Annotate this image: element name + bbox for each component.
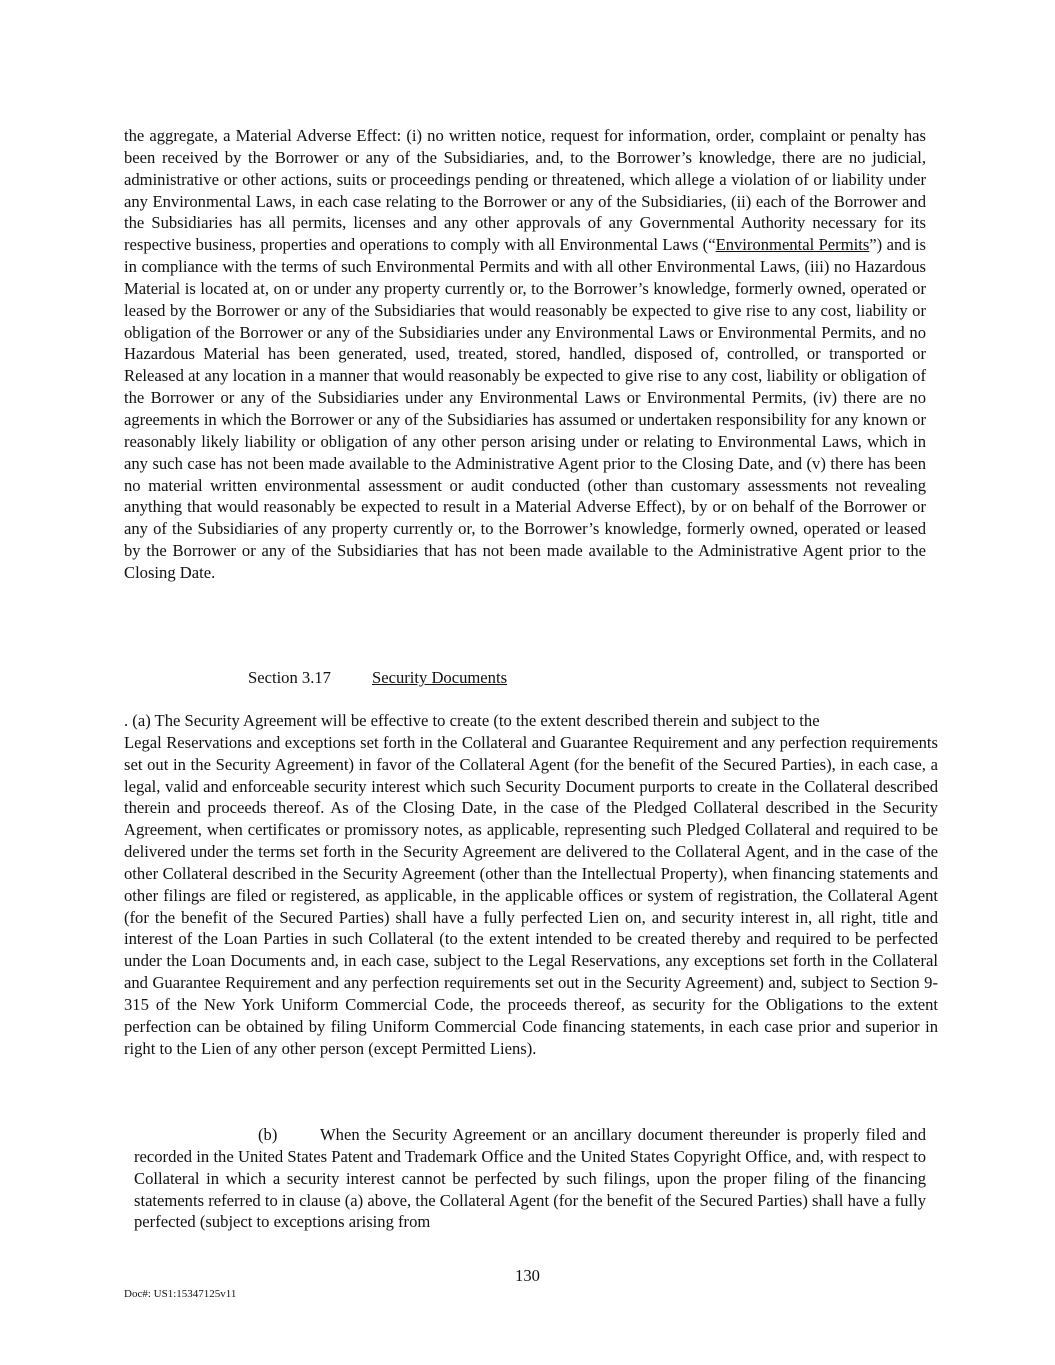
clause-label-b: (b) [258,1125,278,1144]
paragraph-security-a-lead: . (a) The Security Agreement will be effective to create (to the extent described therein and subject to the [124,711,820,730]
paragraph-environmental-pre: the aggregate, a Material Adverse Effect: (i) no written notice, request for information, order, complaint or penalty has been received by the Borrower or any of the Subsidiaries, and, to the Borrower’s knowledge, there are no judicial, administrative or other actions, suits or proceedings pending or threatened, which allege a violation of or liability under any Environmental Laws, in each case relating to the Borrower or any of the Subsidiaries, (ii) each of the Borrower and the Subsidiaries has all permits, licenses and any other approvals of any Governmental Authority necessary for its respective business, properties and operations to comply with all Environmental Laws (“ [124,126,926,255]
paragraph-environmental-post: ”) and is in compliance with the terms of such Environmental Permits and with all other Environmental Laws, (iii) no Hazardous Material is located at, on or under any property currently or, to the Borrower’s knowledge, formerly owned, operated or leased by the Borrower or any of the Subsidiaries that would reasonably be expected to give rise to any cost, liability or obligation of the Borrower or any of the Subsidiaries under any Environmental Laws or Environmental Permits, and no Hazardous Material has been generated, used, treated, stored, handled, disposed of, controlled, or transported or Released at any location in a manner that would reasonably be expected to give rise to any cost, liability or obligation of the Borrower or any of the Subsidiaries under any Environmental Laws or Environmental Permits, (iv) there are no agreements in which the Borrower or any of the Subsidiaries has assumed or undertaken responsibility for any known or reasonably likely liability or obligation of any other person arising under or relating to Environmental Laws, which in any such case has not been made available to the Administrative Agent prior to the Closing Date, and (v) there has been no material written environmental assessment or audit conducted (other than customary assessments not revealing anything that would reasonably be expected to result in a Material Adverse Effect), by or on behalf of the Borrower or any of the Subsidiaries of any property currently or, to the Borrower’s knowledge, formerly owned, operated or leased by the Borrower or any of the Subsidiaries that has not been made available to the Administrative Agent prior to the Closing Date. [124,235,926,582]
paragraph-security-b-text: When the Security Agreement or an ancillary document thereunder is properly filed and recorded in the United States Patent and Trademark Office and the United States Copyright Office, and, with respect to Collateral in which a security interest cannot be perfected by such filings, upon the proper filing of the financing statements referred to in clause (a) above, the Collateral Agent (for the benefit of the Secured Parties) shall have a fully perfected (subject to exceptions arising from [134,1125,926,1232]
page-number: 130 [515,1266,540,1285]
defined-term-environmental-permits: Environmental Permits [715,235,870,255]
document-id: Doc#: US1:15347125v11 [124,1288,237,1300]
paragraph-security-a [124,710,938,1060]
section-heading [248,667,507,689]
paragraph-security-a-text: Legal Reservations and exceptions set forth in the Collateral and Guarantee Requirement and any perfection requirements set out in the Security Agreement) in favor of the Collateral Agent (for the benefit of the Secured Parties), in each case, a legal, valid and enforceable security interest which such Security Document purports to create in the Collateral described therein and proceeds thereof. As of the Closing Date, in the case of the Pledged Collateral described in the Security Agreement, when certificates or promissory notes, as applicable, representing such Pledged Collateral and required to be delivered under the terms set forth in the Security Agreement are delivered to the Collateral Agent, and in the case of the other Collateral described in the Security Agreement (other than the Intellectual Property), when financing statements and other filings are filed or registered, as applicable, in the applicable offices or system of registration, the Collateral Agent (for the benefit of the Secured Parties) shall have a fully perfected Lien on, and security interest in, all right, title and interest of the Loan Parties in such Collateral (to the extent intended to be created thereby and required to be perfected under the Loan Documents and, in each case, subject to the Legal Reservations, any exceptions set forth in the Collateral and Guarantee Requirement and any perfection requirements set out in the Security Agreement) and, subject to Section 9-315 of the New York Uniform Commercial Code, the proceeds thereof, as security for the Obligations to the extent perfection can be obtained by filing Uniform Commercial Code financing statements, in each case prior and superior in right to the Lien of any other person (except Permitted Liens). [124,732,938,1058]
section-number: Section 3.17 [248,668,331,687]
paragraph-environmental [124,125,926,584]
paragraph-security-b [134,1124,926,1233]
section-title: Security Documents [372,668,508,687]
